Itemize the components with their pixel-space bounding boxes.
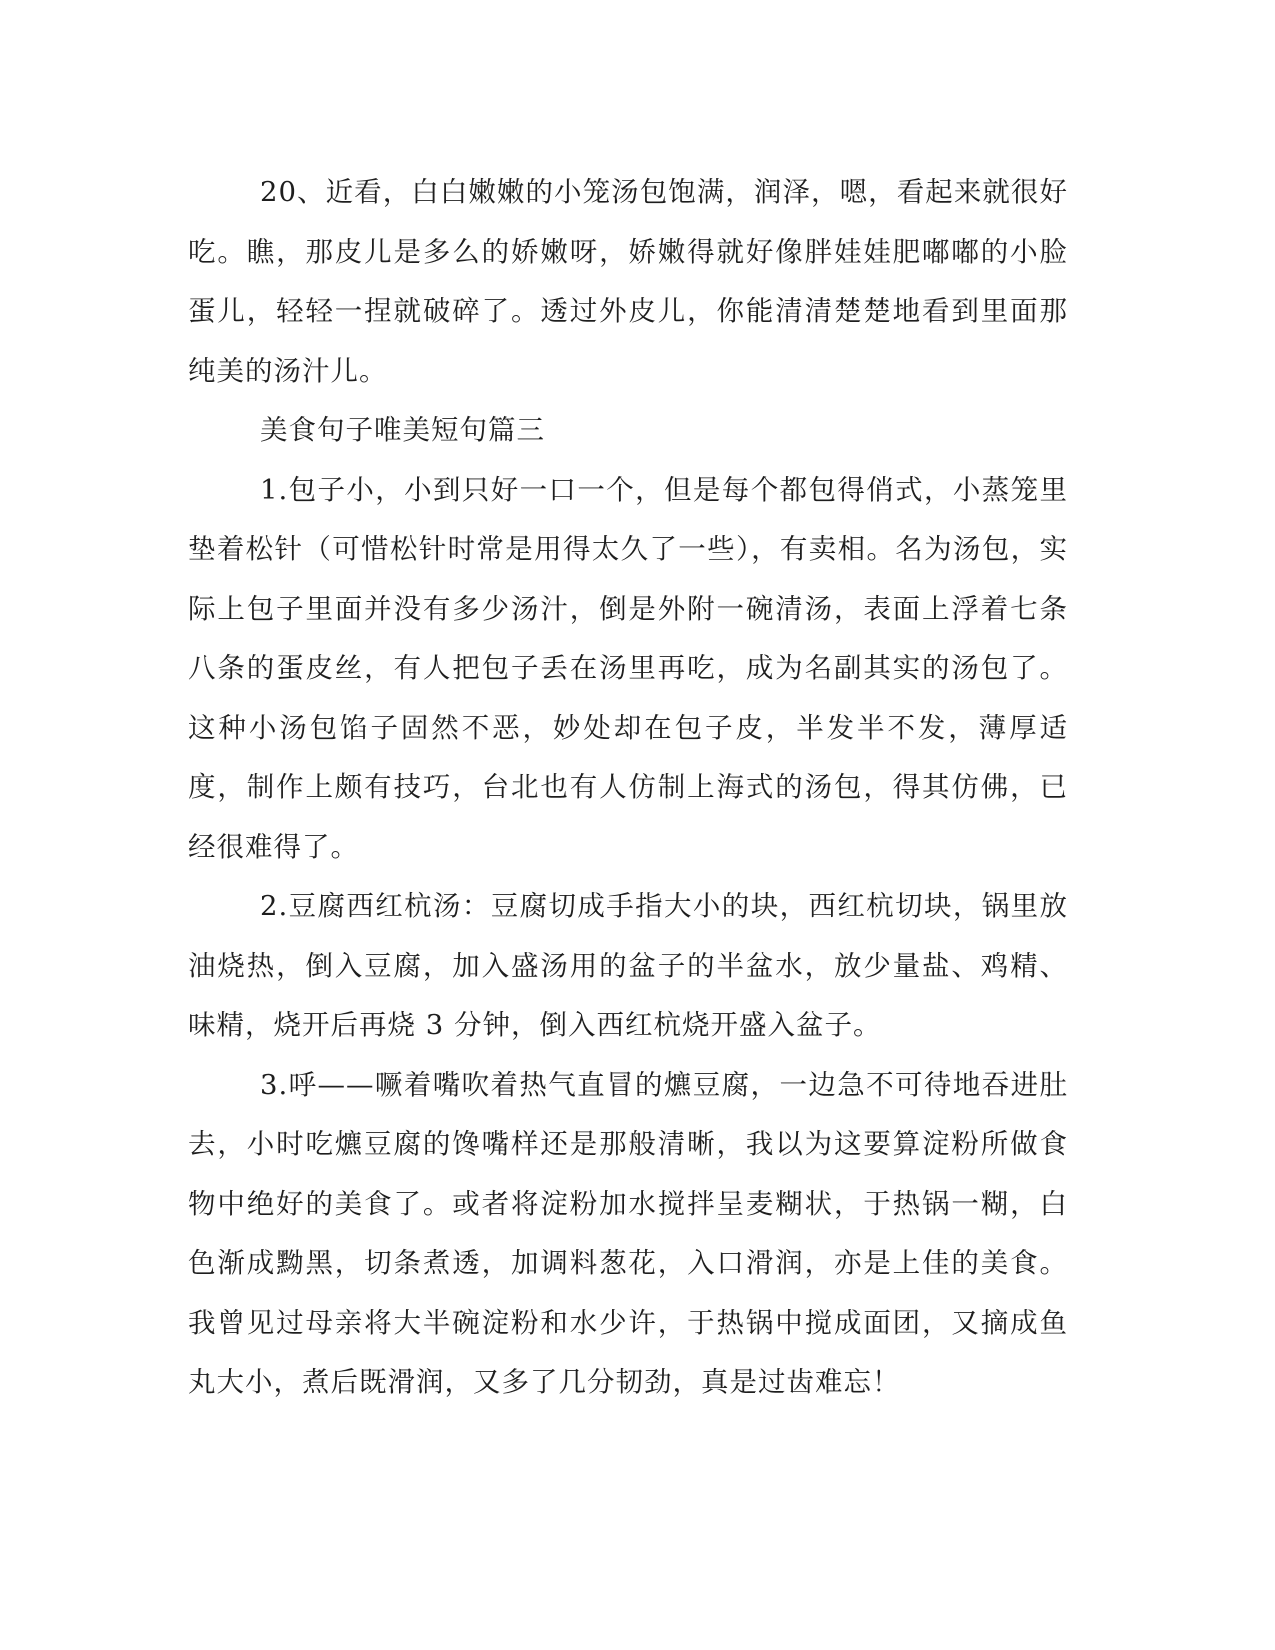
section-heading: 美食句子唯美短句篇三	[260, 414, 545, 446]
paragraph-3: 3.呼——噘着嘴吹着热气直冒的爊豆腐，一边急不可待地吞进肚去，小时吃爊豆腐的馋嘴样还是那般清晰，我以为这要算淀粉所做食物中绝好的美食了。或者将淀粉加水搅拌呈麦糊状，于热锅一糊，白色渐成黝黑，切条煮透，加调料葱花，入口滑润，亦是上佳的美食。我曾见过母亲将大半碗淀粉和水少许，于热锅中搅成面团，又摘成鱼丸大小，煮后既滑润，又多了几分韧劲，真是过齿难忘！	[188, 1068, 1068, 1398]
paragraph-20: 20、近看，白白嫩嫩的小笼汤包饱满，润泽，嗯，看起来就很好吃。瞧，那皮儿是多么的娇嫩呀，娇嫩得就好像胖娃娃肥嘟嘟的小脸蛋儿，轻轻一捏就破碎了。透过外皮儿，你能清清楚楚地看到里面那纯美的汤汁儿。	[188, 176, 1068, 387]
document-page	[188, 163, 1068, 1413]
paragraph-1: 1.包子小，小到只好一口一个，但是每个都包得俏式，小蒸笼里垫着松针（可惜松针时常是用得太久了一些），有卖相。名为汤包，实际上包子里面并没有多少汤汁，倒是外附一碗清汤，表面上浮着七条八条的蛋皮丝，有人把包子丢在汤里再吃，成为名副其实的汤包了。这种小汤包馅子固然不恶，妙处却在包子皮，半发半不发，薄厚适度，制作上颇有技巧，台北也有人仿制上海式的汤包，得其仿佛，已经很难得了。	[188, 473, 1068, 863]
paragraph-2: 2.豆腐西红杭汤：豆腐切成手指大小的块，西红杭切块，锅里放油烧热，倒入豆腐，加入盛汤用的盆子的半盆水，放少量盐、鸡精、味精，烧开后再烧 3 分钟，倒入西红杭烧开盛入盆子。	[188, 890, 1068, 1041]
